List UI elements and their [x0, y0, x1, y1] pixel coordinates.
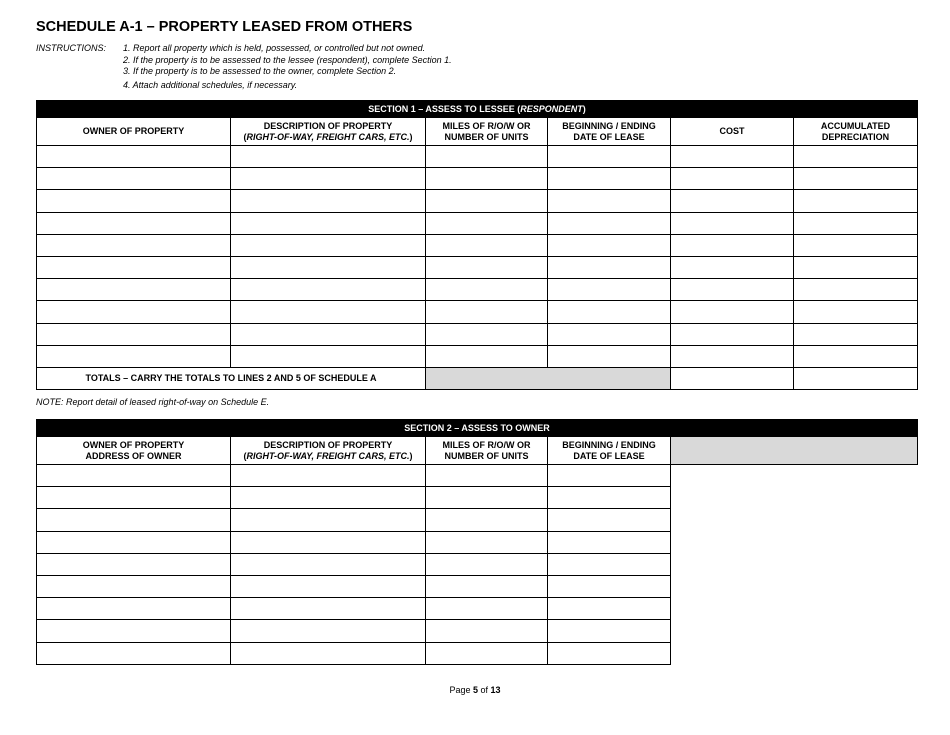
section2-title: SECTION 2 – ASSESS TO OWNER — [37, 420, 918, 437]
col-description: DESCRIPTION OF PROPERTY (RIGHT-OF-WAY, FREIGHT CARS, ETC.) — [231, 437, 426, 465]
entry-cell[interactable] — [231, 190, 426, 212]
section1-title: SECTION 1 – ASSESS TO LESSEE (RESPONDENT) — [37, 101, 918, 118]
entry-cell[interactable] — [671, 168, 794, 190]
table-row — [37, 279, 918, 301]
entry-cell[interactable] — [548, 279, 671, 301]
entry-cell[interactable] — [231, 212, 426, 234]
entry-cell[interactable] — [231, 301, 426, 323]
entry-cell[interactable] — [671, 323, 794, 345]
table-row — [37, 575, 918, 597]
entry-cell[interactable] — [548, 620, 671, 642]
entry-cell[interactable] — [794, 146, 918, 168]
entry-cell[interactable] — [231, 575, 426, 597]
entry-cell[interactable] — [794, 345, 918, 367]
col-cost: COST — [671, 118, 794, 146]
entry-cell[interactable] — [794, 190, 918, 212]
table-row — [37, 345, 918, 367]
entry-cell[interactable] — [231, 531, 426, 553]
entry-cell[interactable] — [37, 168, 231, 190]
entry-cell[interactable] — [426, 487, 548, 509]
entry-cell[interactable] — [548, 345, 671, 367]
table-row — [37, 301, 918, 323]
entry-cell[interactable] — [426, 345, 548, 367]
entry-cell[interactable] — [548, 301, 671, 323]
entry-cell[interactable] — [231, 256, 426, 278]
entry-cell[interactable] — [37, 509, 231, 531]
entry-cell[interactable] — [794, 212, 918, 234]
shaded-cell — [426, 367, 671, 389]
entry-cell[interactable] — [231, 487, 426, 509]
instruction-item: 2. If the property is to be assessed to the lessee (respondent), complete Section 1. — [123, 54, 452, 65]
table-row — [37, 168, 918, 190]
instruction-item: 1. Report all property which is held, possessed, or controlled but not owned. — [123, 43, 426, 53]
entry-cell[interactable] — [231, 146, 426, 168]
entry-cell[interactable] — [548, 575, 671, 597]
col-date: BEGINNING / ENDING DATE OF LEASE — [548, 437, 671, 465]
entry-cell[interactable] — [548, 598, 671, 620]
entry-cell[interactable] — [37, 146, 231, 168]
entry-cell[interactable] — [794, 279, 918, 301]
instructions-label: INSTRUCTIONS: — [36, 43, 107, 53]
instruction-item: 3. If the property is to be assessed to the owner, complete Section 2. — [123, 66, 397, 76]
entry-cell[interactable] — [37, 234, 231, 256]
total-depreciation-cell[interactable] — [794, 367, 918, 389]
entry-cell[interactable] — [37, 279, 231, 301]
entry-cell[interactable] — [231, 553, 426, 575]
entry-cell[interactable] — [426, 234, 548, 256]
entry-cell[interactable] — [548, 168, 671, 190]
table-row — [37, 553, 918, 575]
entry-cell[interactable] — [231, 168, 426, 190]
table-row — [37, 620, 918, 642]
entry-cell[interactable] — [37, 642, 231, 664]
entry-cell[interactable] — [671, 301, 794, 323]
section2-table — [36, 419, 918, 665]
entry-cell[interactable] — [231, 279, 426, 301]
table-row — [37, 234, 918, 256]
entry-cell[interactable] — [426, 642, 548, 664]
entry-cell[interactable] — [426, 531, 548, 553]
entry-cell[interactable] — [37, 301, 231, 323]
note: NOTE: Report detail of leased right-of-way on Schedule E. — [36, 397, 270, 407]
table-row — [37, 487, 918, 509]
entry-cell[interactable] — [426, 598, 548, 620]
entry-cell[interactable] — [37, 553, 231, 575]
totals-label: TOTALS – CARRY THE TOTALS TO LINES 2 AND 5 OF SCHEDULE A — [37, 367, 426, 389]
col-owner: OWNER OF PROPERTY — [37, 118, 231, 146]
col-date: BEGINNING / ENDING DATE OF LEASE — [548, 118, 671, 146]
entry-cell[interactable] — [671, 345, 794, 367]
entry-cell[interactable] — [426, 168, 548, 190]
col-miles: MILES OF R/O/W OR NUMBER OF UNITS — [426, 118, 548, 146]
entry-cell[interactable] — [231, 642, 426, 664]
entry-cell[interactable] — [548, 487, 671, 509]
entry-cell[interactable] — [548, 234, 671, 256]
table-row — [37, 146, 918, 168]
table-row — [37, 212, 918, 234]
entry-cell[interactable] — [426, 256, 548, 278]
entry-cell[interactable] — [426, 146, 548, 168]
instruction-item: 4. Attach additional schedules, if necessary. — [123, 79, 298, 90]
entry-cell[interactable] — [548, 212, 671, 234]
entry-cell[interactable] — [548, 531, 671, 553]
entry-cell[interactable] — [548, 256, 671, 278]
entry-cell[interactable] — [548, 146, 671, 168]
entry-cell[interactable] — [231, 345, 426, 367]
table-row — [37, 323, 918, 345]
table-row — [37, 509, 918, 531]
table-row — [37, 465, 918, 487]
instructions — [36, 43, 452, 91]
entry-cell[interactable] — [671, 146, 794, 168]
col-owner-address: OWNER OF PROPERTY ADDRESS OF OWNER — [37, 437, 231, 465]
entry-cell[interactable] — [37, 575, 231, 597]
entry-cell[interactable] — [426, 301, 548, 323]
page-footer: Page 5 of 13 — [449, 685, 501, 695]
entry-cell[interactable] — [548, 642, 671, 664]
entry-cell[interactable] — [671, 234, 794, 256]
entry-cell[interactable] — [794, 168, 918, 190]
total-cost-cell[interactable] — [671, 367, 794, 389]
entry-cell[interactable] — [426, 620, 548, 642]
entry-cell[interactable] — [426, 190, 548, 212]
col-miles: MILES OF R/O/W OR NUMBER OF UNITS — [426, 437, 548, 465]
entry-cell[interactable] — [37, 323, 231, 345]
entry-cell[interactable] — [231, 509, 426, 531]
entry-cell[interactable] — [426, 465, 548, 487]
entry-cell[interactable] — [548, 190, 671, 212]
entry-cell[interactable] — [231, 620, 426, 642]
entry-cell[interactable] — [231, 465, 426, 487]
col-depreciation: ACCUMULATED DEPRECIATION — [794, 118, 918, 146]
entry-cell[interactable] — [426, 509, 548, 531]
entry-cell[interactable] — [37, 531, 231, 553]
entry-cell[interactable] — [671, 279, 794, 301]
table-row — [37, 598, 918, 620]
entry-cell[interactable] — [426, 212, 548, 234]
entry-cell[interactable] — [37, 190, 231, 212]
entry-cell[interactable] — [231, 598, 426, 620]
col-description: DESCRIPTION OF PROPERTY (RIGHT-OF-WAY, FREIGHT CARS, ETC.) — [231, 118, 426, 146]
section1-table — [36, 100, 918, 390]
entry-cell[interactable] — [671, 212, 794, 234]
entry-cell[interactable] — [37, 620, 231, 642]
entry-cell[interactable] — [794, 301, 918, 323]
entry-cell[interactable] — [37, 256, 231, 278]
entry-cell[interactable] — [426, 575, 548, 597]
entry-cell[interactable] — [548, 509, 671, 531]
entry-cell[interactable] — [548, 323, 671, 345]
entry-cell[interactable] — [794, 256, 918, 278]
entry-cell[interactable] — [671, 190, 794, 212]
entry-cell[interactable] — [37, 465, 231, 487]
entry-cell[interactable] — [37, 345, 231, 367]
entry-cell[interactable] — [37, 212, 231, 234]
entry-cell[interactable] — [231, 234, 426, 256]
entry-cell[interactable] — [37, 487, 231, 509]
entry-cell[interactable] — [426, 279, 548, 301]
shaded-area — [671, 437, 918, 465]
totals-row — [37, 367, 918, 389]
table-row — [37, 642, 918, 664]
entry-cell[interactable] — [794, 234, 918, 256]
entry-cell[interactable] — [548, 465, 671, 487]
table-row — [37, 190, 918, 212]
entry-cell[interactable] — [548, 553, 671, 575]
entry-cell[interactable] — [671, 256, 794, 278]
entry-cell[interactable] — [794, 323, 918, 345]
table-row — [37, 256, 918, 278]
table-row — [37, 531, 918, 553]
entry-cell[interactable] — [231, 323, 426, 345]
entry-cell[interactable] — [426, 553, 548, 575]
entry-cell[interactable] — [426, 323, 548, 345]
entry-cell[interactable] — [37, 598, 231, 620]
page-title: SCHEDULE A-1 – PROPERTY LEASED FROM OTHERS — [36, 19, 413, 35]
